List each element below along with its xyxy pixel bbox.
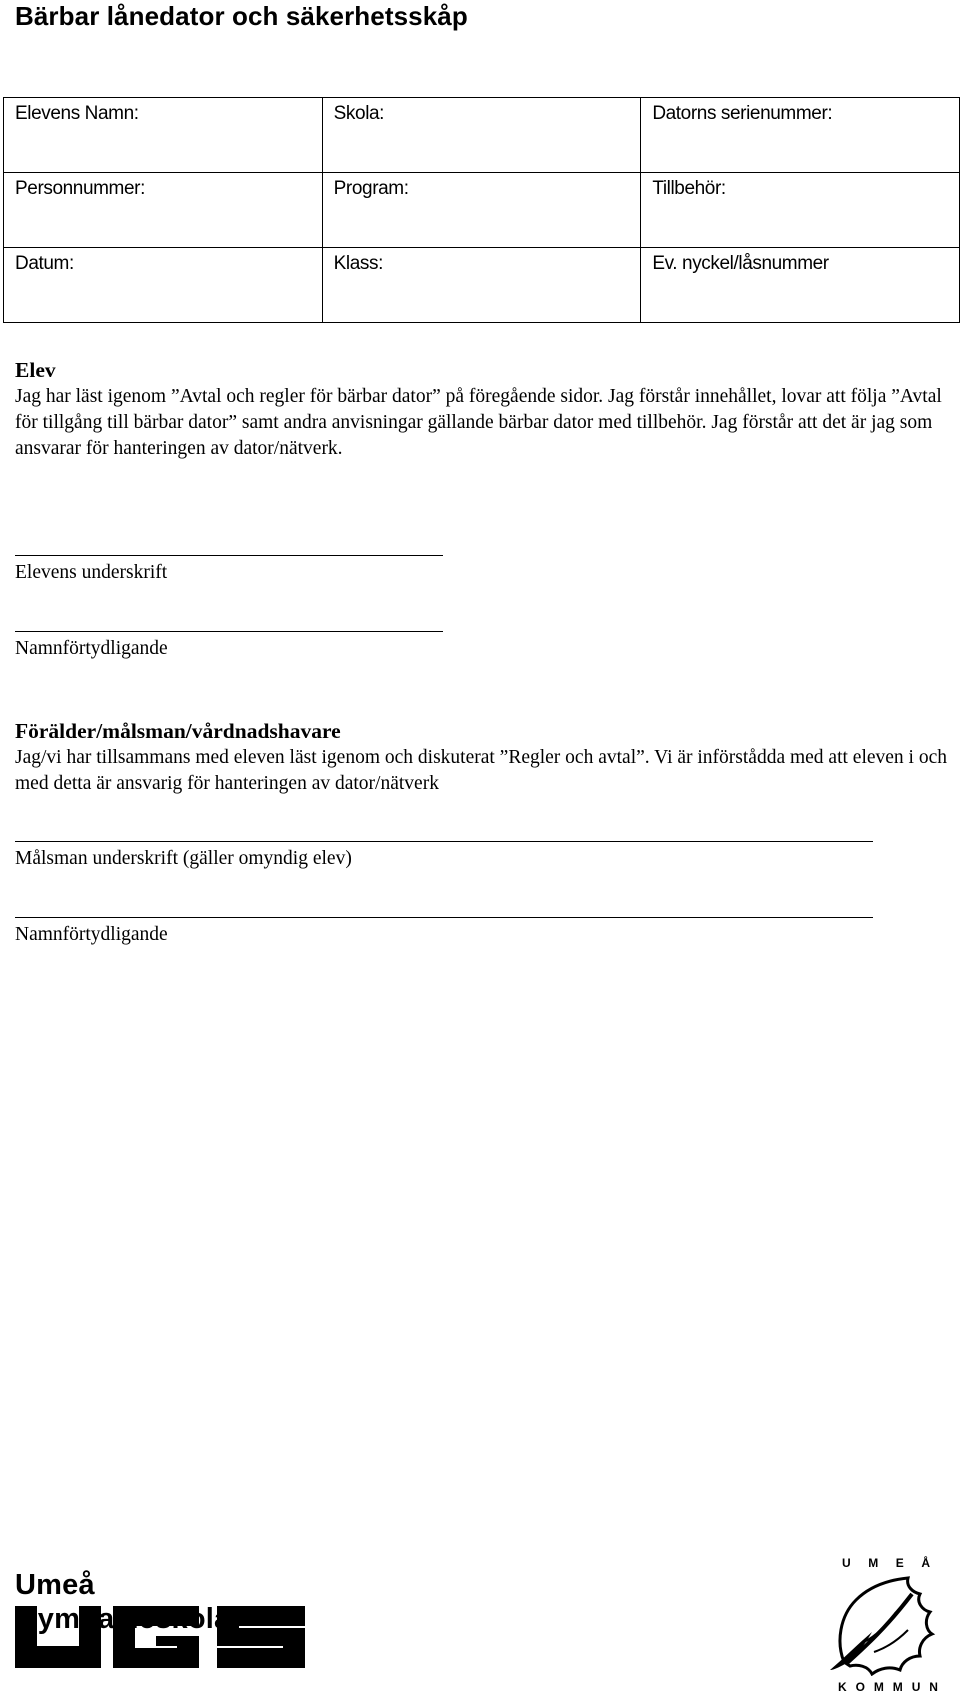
municipality-letter: U [911,1680,921,1694]
parent-heading: Förälder/målsman/vårdnadshavare [15,719,341,743]
municipality-letter: E [895,1556,904,1570]
parent-name-clarification-line[interactable] [15,917,873,918]
serial-number-field[interactable] [641,98,960,173]
municipality-letter: N [929,1680,938,1694]
school-field[interactable] [322,98,641,173]
municipality-bottom-letters [820,1680,940,1694]
umea-kommun-logo [820,1556,940,1693]
school-label: Skola: [333,103,385,124]
key-lock-number-field[interactable] [641,248,960,323]
municipality-letter: M [873,1680,884,1694]
date-field[interactable] [4,248,323,323]
table-row [4,173,960,248]
elev-heading: Elev [15,358,56,382]
student-name-field[interactable] [4,98,323,173]
page-title: Bärbar lånedator och säkerhetsskåp [15,1,468,31]
birch-leaf-icon [826,1572,936,1676]
personal-number-label: Personnummer: [15,178,145,199]
umea-gymnasieskola-logo [15,1568,315,1668]
municipality-letter: U [842,1556,851,1570]
table-row [4,248,960,323]
municipality-letter: M [868,1556,879,1570]
parent-agreement-text: Jag/vi har tillsammans med eleven läst igenom och diskuterat ”Regler och avtal”. Vi är införstådda med att eleven i och med detta är ansvarig för hanteringen av dator/nätverk [15,747,948,794]
parent-signature-line[interactable] [15,841,873,842]
accessories-field[interactable] [641,173,960,248]
student-name-clarification-label: Namnförtydligande [15,638,168,659]
parent-name-clarification-label: Namnförtydligande [15,924,168,945]
table-row [4,98,960,173]
school-logo-text: Umeå [15,1569,95,1601]
elev-agreement-text: Jag har läst igenom ”Avtal och regler för bärbar dator” på föregående sidor. Jag förstår innehållet, lovar att följa ”Avtal för tillgång till bärbar dator” samt andra anvisningar gällande bärbar dator med tillbehör. Jag förstår att det är jag som ansvarar för hanteringen av dator/nätverk. [15,386,942,459]
municipality-top-letters [820,1556,940,1570]
student-info-table [3,97,960,323]
accessories-label: Tillbehör: [652,178,726,199]
class-label: Klass: [333,253,383,274]
municipality-letter: Å [921,1556,930,1570]
personal-number-field[interactable] [4,173,323,248]
program-field[interactable] [322,173,641,248]
student-name-clarification-line[interactable] [15,631,443,632]
ugs-logo-mark-icon [15,1606,315,1670]
municipality-letter: O [855,1680,865,1694]
date-label: Datum: [15,253,74,274]
serial-number-label: Datorns serienummer: [652,103,833,124]
student-name-label: Elevens Namn: [15,103,139,124]
class-field[interactable] [322,248,641,323]
parent-signature-label: Målsman underskrift (gäller omyndig elev) [15,848,352,869]
municipality-letter: K [838,1680,847,1694]
student-signature-line[interactable] [15,555,443,556]
key-lock-number-label: Ev. nyckel/låsnummer [652,253,829,274]
program-label: Program: [333,178,409,199]
municipality-letter: M [892,1680,903,1694]
student-signature-label: Elevens underskrift [15,562,168,583]
